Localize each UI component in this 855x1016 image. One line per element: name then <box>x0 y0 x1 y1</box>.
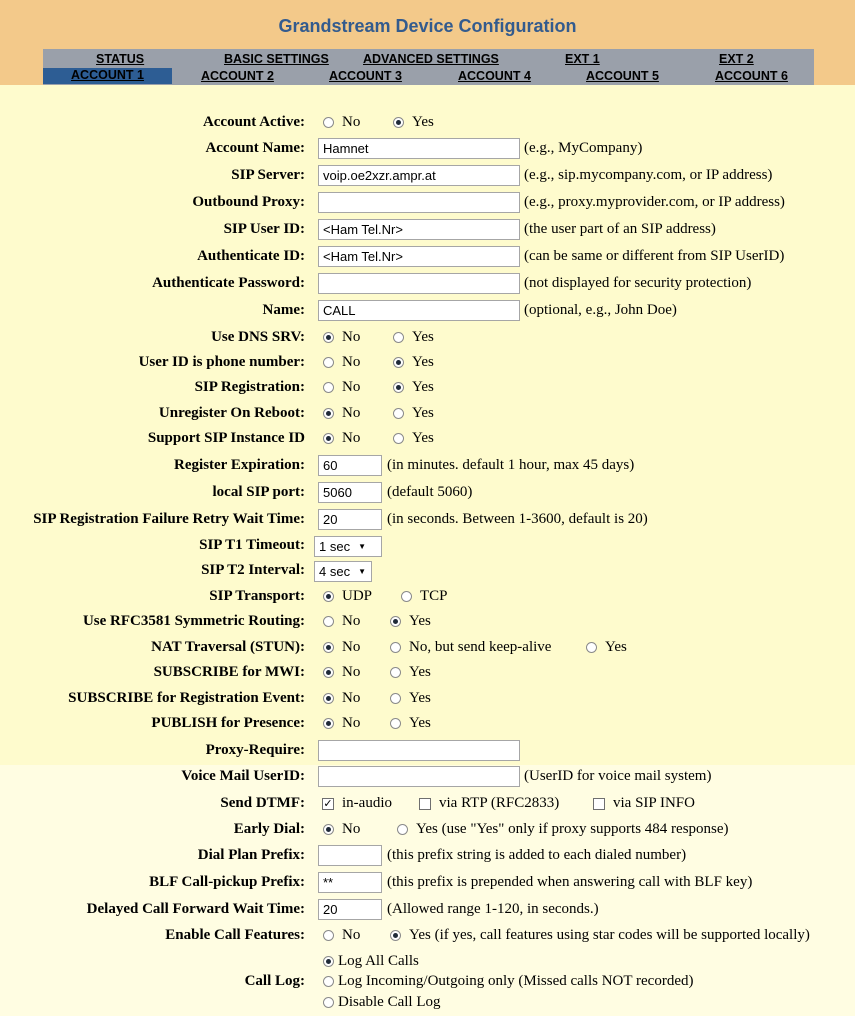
call-log-all[interactable]: Log All Calls <box>323 953 419 970</box>
call-features-label: Enable Call Features: <box>165 927 305 943</box>
sip-user-id-hint: (the user part of an SIP address) <box>524 221 716 237</box>
nat-traversal-label: NAT Traversal (STUN): <box>151 639 305 655</box>
sip-registration-yes[interactable]: Yes <box>393 379 434 396</box>
radio-selected-icon[interactable] <box>323 693 334 704</box>
delayed-forward-label: Delayed Call Forward Wait Time: <box>86 901 305 917</box>
retry-wait-hint: (in seconds. Between 1-3600, default is 20) <box>387 511 648 527</box>
proxy-require-input[interactable] <box>318 740 520 761</box>
blf-prefix-input[interactable]: ** <box>318 872 382 893</box>
authenticate-id-input[interactable]: <Ham Tel.Nr> <box>318 246 520 267</box>
radio-selected-icon[interactable] <box>393 117 404 128</box>
tab-account-2[interactable]: ACCOUNT 2 <box>201 69 274 83</box>
tab-account-1[interactable]: ACCOUNT 1 <box>43 68 172 84</box>
publish-presence-yes[interactable]: Yes <box>390 715 431 732</box>
early-dial-no[interactable]: No <box>323 821 360 838</box>
radio-icon[interactable] <box>390 642 401 653</box>
dropdown-arrow-icon: ▼ <box>358 567 366 576</box>
use-dns-srv-yes[interactable]: Yes <box>393 329 434 346</box>
sip-server-hint: (e.g., sip.mycompany.com, or IP address) <box>524 167 773 183</box>
authenticate-id-label: Authenticate ID: <box>197 248 305 264</box>
early-dial-yes[interactable]: Yes (use "Yes" only if proxy supports 484 response) <box>397 821 729 838</box>
blf-prefix-hint: (this prefix is prepended when answering call with BLF key) <box>387 874 753 890</box>
sip-t2-select[interactable]: 4 sec ▼ <box>314 561 372 582</box>
voicemail-userid-input[interactable] <box>318 766 520 787</box>
sip-registration-no[interactable]: No <box>323 379 360 396</box>
dial-plan-prefix-hint: (this prefix string is added to each dialed number) <box>387 847 687 863</box>
local-sip-port-input[interactable]: 5060 <box>318 482 382 503</box>
page-title: Grandstream Device Configuration <box>278 16 577 36</box>
publish-presence-no[interactable]: No <box>323 715 360 732</box>
use-dns-srv-label: Use DNS SRV: <box>211 329 305 345</box>
rfc3581-label: Use RFC3581 Symmetric Routing: <box>82 613 305 629</box>
tab-ext-1[interactable]: EXT 1 <box>565 52 600 66</box>
sip-t1-label: SIP T1 Timeout: <box>199 537 305 553</box>
retry-wait-input[interactable]: 20 <box>318 509 382 530</box>
call-log-in-out[interactable]: Log Incoming/Outgoing only (Missed calls NOT recorded) <box>323 973 694 990</box>
radio-selected-icon[interactable] <box>323 667 334 678</box>
radio-icon[interactable] <box>393 332 404 343</box>
retry-wait-label: SIP Registration Failure Retry Wait Time: <box>33 511 305 527</box>
call-features-yes[interactable]: Yes (if yes, call features using star codes will be supported locally) <box>390 927 810 944</box>
dial-plan-prefix-input[interactable] <box>318 845 382 866</box>
subscribe-mwi-no[interactable]: No <box>323 664 360 681</box>
early-dial-label: Early Dial: <box>233 821 305 837</box>
subscribe-reg-label: SUBSCRIBE for Registration Event: <box>68 690 305 706</box>
checkbox-icon[interactable] <box>593 798 605 810</box>
user-id-phone-no[interactable]: No <box>323 354 360 371</box>
nat-traversal-no[interactable]: No <box>323 639 360 656</box>
account-name-input[interactable]: Hamnet <box>318 138 520 159</box>
publish-presence-label: PUBLISH for Presence: <box>151 715 305 731</box>
use-dns-srv-no[interactable]: No <box>323 329 360 346</box>
sip-server-label: SIP Server: <box>231 167 305 183</box>
tab-status[interactable]: STATUS <box>96 52 145 66</box>
radio-icon[interactable] <box>397 824 408 835</box>
authenticate-password-label: Authenticate Password: <box>152 275 305 291</box>
dropdown-arrow-icon: ▼ <box>358 542 366 551</box>
radio-icon[interactable] <box>323 616 334 627</box>
checkbox-checked-icon[interactable] <box>322 798 334 810</box>
account-active-no[interactable]: No <box>323 114 360 131</box>
tab-account-4[interactable]: ACCOUNT 4 <box>458 69 531 83</box>
radio-icon[interactable] <box>390 693 401 704</box>
authenticate-password-hint: (not displayed for security protection) <box>524 275 752 291</box>
unregister-reboot-no[interactable]: No <box>323 405 360 422</box>
radio-selected-icon[interactable] <box>323 591 334 602</box>
radio-icon[interactable] <box>393 408 404 419</box>
user-id-phone-yes[interactable]: Yes <box>393 354 434 371</box>
radio-selected-icon[interactable] <box>323 824 334 835</box>
sip-t2-label: SIP T2 Interval: <box>201 562 305 578</box>
subscribe-mwi-label: SUBSCRIBE for MWI: <box>153 664 305 680</box>
sip-transport-tcp[interactable]: TCP <box>401 588 448 605</box>
voicemail-userid-hint: (UserID for voice mail system) <box>524 768 712 784</box>
radio-icon[interactable] <box>323 997 334 1008</box>
radio-icon[interactable] <box>323 117 334 128</box>
unregister-reboot-yes[interactable]: Yes <box>393 405 434 422</box>
sip-t1-select[interactable]: 1 sec ▼ <box>314 536 382 557</box>
sip-instance-id-yes[interactable]: Yes <box>393 430 434 447</box>
outbound-proxy-hint: (e.g., proxy.myprovider.com, or IP address) <box>524 194 785 210</box>
rfc3581-no[interactable]: No <box>323 613 360 630</box>
delayed-forward-hint: (Allowed range 1-120, in seconds.) <box>387 901 599 917</box>
sip-instance-id-no[interactable]: No <box>323 430 360 447</box>
sip-server-input[interactable]: voip.oe2xzr.ampr.at <box>318 165 520 186</box>
proxy-require-label: Proxy-Require: <box>205 742 305 758</box>
unregister-reboot-label: Unregister On Reboot: <box>158 405 305 421</box>
send-dtmf-in-audio[interactable]: ✓ in-audio <box>322 795 392 812</box>
outbound-proxy-label: Outbound Proxy: <box>192 194 305 210</box>
radio-icon[interactable] <box>323 382 334 393</box>
tab-basic-settings[interactable]: BASIC SETTINGS <box>224 52 329 66</box>
name-input[interactable]: CALL <box>318 300 520 321</box>
radio-icon[interactable] <box>323 357 334 368</box>
rfc3581-yes[interactable]: Yes <box>390 613 431 630</box>
tab-advanced-settings[interactable]: ADVANCED SETTINGS <box>363 52 499 66</box>
sip-user-id-input[interactable]: <Ham Tel.Nr> <box>318 219 520 240</box>
name-label: Name: <box>262 302 305 318</box>
radio-selected-icon[interactable] <box>393 357 404 368</box>
radio-selected-icon[interactable] <box>390 930 401 941</box>
subscribe-reg-no[interactable]: No <box>323 690 360 707</box>
account-active-label: Account Active: <box>202 114 305 130</box>
local-sip-port-label: local SIP port: <box>212 484 305 500</box>
user-id-phone-label: User ID is phone number: <box>138 354 305 370</box>
radio-selected-icon[interactable] <box>323 956 334 967</box>
radio-icon[interactable] <box>401 591 412 602</box>
radio-selected-icon[interactable] <box>393 382 404 393</box>
radio-icon[interactable] <box>586 642 597 653</box>
register-expiration-hint: (in minutes. default 1 hour, max 45 days) <box>387 457 635 473</box>
radio-selected-icon[interactable] <box>323 408 334 419</box>
send-dtmf-via-rtp[interactable]: via RTP (RFC2833) <box>419 795 559 812</box>
send-dtmf-via-sip[interactable]: via SIP INFO <box>593 795 695 812</box>
tab-account-3[interactable]: ACCOUNT 3 <box>329 69 402 83</box>
radio-selected-icon[interactable] <box>323 433 334 444</box>
page-header <box>0 0 855 85</box>
register-expiration-label: Register Expiration: <box>174 457 305 473</box>
tab-ext-2[interactable]: EXT 2 <box>719 52 754 66</box>
dial-plan-prefix-label: Dial Plan Prefix: <box>197 847 305 863</box>
tab-account-6[interactable]: ACCOUNT 6 <box>715 69 788 83</box>
form-background <box>0 85 855 765</box>
delayed-forward-input[interactable]: 20 <box>318 899 382 920</box>
local-sip-port-hint: (default 5060) <box>387 484 473 500</box>
call-log-label: Call Log: <box>244 973 305 989</box>
nav-bar <box>43 49 814 85</box>
subscribe-mwi-yes[interactable]: Yes <box>390 664 431 681</box>
sip-transport-label: SIP Transport: <box>209 588 305 604</box>
radio-selected-icon[interactable] <box>323 718 334 729</box>
checkbox-icon[interactable] <box>419 798 431 810</box>
sip-user-id-label: SIP User ID: <box>223 221 305 237</box>
account-name-label: Account Name: <box>205 140 305 156</box>
nat-traversal-yes[interactable]: Yes <box>586 639 627 656</box>
radio-icon[interactable] <box>393 433 404 444</box>
radio-icon[interactable] <box>390 718 401 729</box>
send-dtmf-label: Send DTMF: <box>220 795 305 811</box>
outbound-proxy-input[interactable] <box>318 192 520 213</box>
radio-icon[interactable] <box>390 667 401 678</box>
radio-icon[interactable] <box>323 976 334 987</box>
call-log-disable[interactable]: Disable Call Log <box>323 994 440 1011</box>
subscribe-reg-yes[interactable]: Yes <box>390 690 431 707</box>
name-hint: (optional, e.g., John Doe) <box>524 302 677 318</box>
account-name-hint: (e.g., MyCompany) <box>524 140 643 156</box>
nat-traversal-keepalive[interactable]: No, but send keep-alive <box>390 639 551 656</box>
authenticate-id-hint: (can be same or different from SIP UserID) <box>524 248 785 264</box>
radio-selected-icon[interactable] <box>323 332 334 343</box>
authenticate-password-input[interactable] <box>318 273 520 294</box>
account-active-yes[interactable]: Yes <box>393 114 434 131</box>
radio-icon[interactable] <box>323 930 334 941</box>
radio-selected-icon[interactable] <box>390 616 401 627</box>
sip-registration-label: SIP Registration: <box>194 379 305 395</box>
call-features-no[interactable]: No <box>323 927 360 944</box>
register-expiration-input[interactable]: 60 <box>318 455 382 476</box>
sip-transport-udp[interactable]: UDP <box>323 588 372 605</box>
voicemail-userid-label: Voice Mail UserID: <box>181 768 305 784</box>
tab-account-5[interactable]: ACCOUNT 5 <box>586 69 659 83</box>
sip-instance-id-label: Support SIP Instance ID <box>147 430 305 446</box>
radio-selected-icon[interactable] <box>323 642 334 653</box>
blf-prefix-label: BLF Call-pickup Prefix: <box>149 874 305 890</box>
